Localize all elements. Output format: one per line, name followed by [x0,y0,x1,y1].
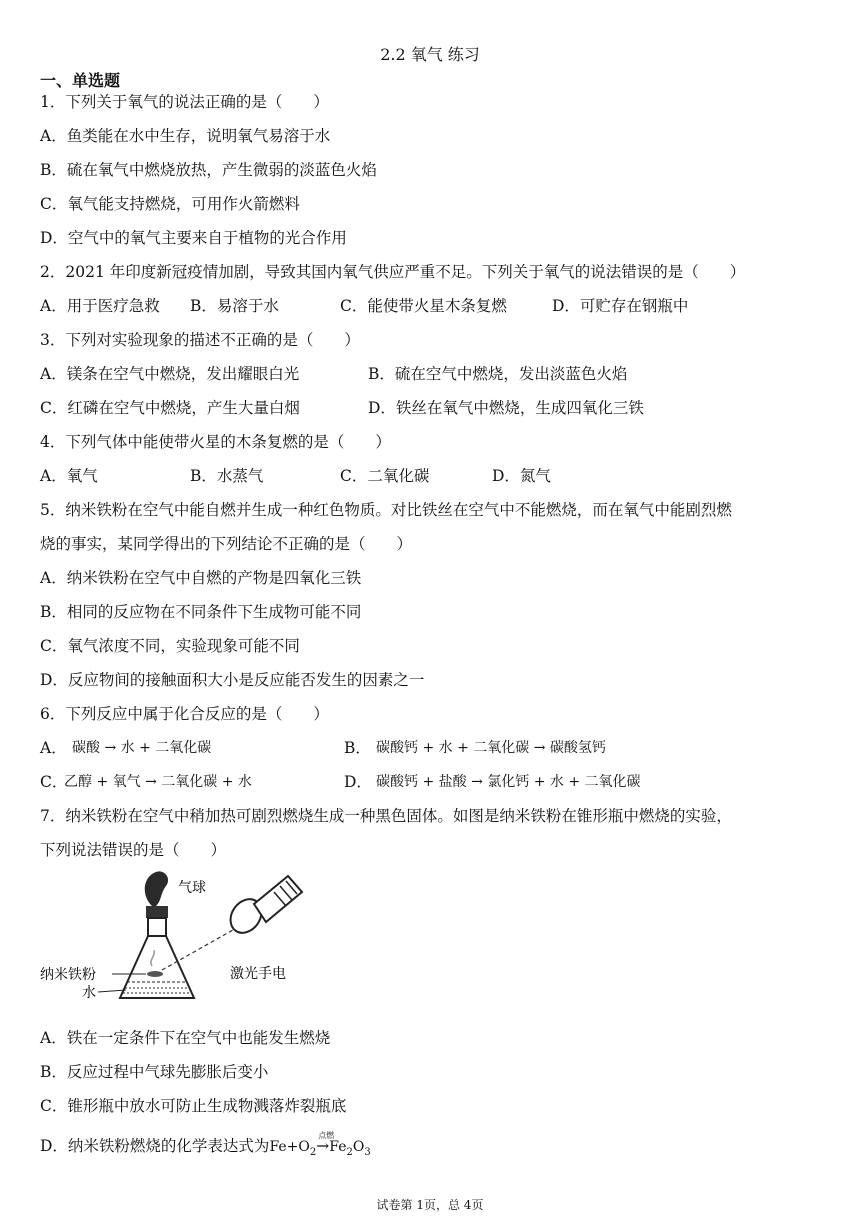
question-6-option-a-label: A． [40,739,67,757]
experiment-figure [40,866,340,1016]
page-footer: 试卷第 1页，总 4页 [376,1198,484,1212]
question-1-option-c: C．氧气能支持燃烧，可用作火箭燃料 [40,195,300,213]
question-6-stem: 6．下列反应中属于化合反应的是（ ） [40,705,329,723]
question-7-option-d-product: Fe [329,1139,347,1155]
question-3-option-a: A．镁条在空气中燃烧，发出耀眼白光 [40,365,300,383]
flask-experiment-diagram [40,866,340,1016]
question-1-option-a: A．鱼类能在水中生存，说明氧气易溶于水 [40,127,331,145]
question-2-option-d: D．可贮存在钢瓶中 [552,297,689,315]
question-7-option-d-reactant-sub: 2 [309,1147,317,1159]
question-4-stem: 4．下列气体中能使带火星的木条复燃的是（ ） [40,433,391,451]
question-5-option-b: B．相同的反应物在不同条件下生成物可能不同 [40,603,362,621]
question-3-stem: 3．下列对实验现象的描述不正确的是（ ） [40,331,360,349]
question-6-option-c-label: C． [40,773,68,791]
question-4-option-b: B．水蒸气 [190,467,264,485]
balloon-icon [145,871,168,906]
page-title: 2.2 氧气 练习 [380,45,480,64]
question-7-option-d-product-sub2: 3 [364,1147,371,1159]
laser-beam [162,926,240,970]
question-7-option-d-condition: 点燃 [318,1131,335,1140]
question-7-option-c: C．锥形瓶中放水可防止生成物溅落炸裂瓶底 [40,1097,347,1115]
question-7-stem-line1: 7．纳米铁粉在空气中稍加热可剧烈燃烧生成一种黑色固体。如图是纳米铁粉在锥形瓶中燃烧的实验， [40,807,732,825]
question-6-option-d-expr: 碳酸钙 + 盐酸 → 氯化钙 + 水 + 二氧化碳 [376,774,641,790]
flask-stopper [146,906,168,918]
question-4-option-d: D．氮气 [492,467,551,485]
balloon-label: 气球 [178,880,206,896]
question-2-stem: 2．2021 年印度新冠疫情加剧，导致其国内氧气供应严重不足。下列关于氧气的说法错误的是（ ） [40,263,746,281]
question-1-option-d: D．空气中的氧气主要来自于植物的光合作用 [40,229,347,247]
laser-flashlight-icon [224,876,302,939]
question-7-option-d [40,1131,371,1163]
flask-neck [148,918,166,936]
question-5-stem-line1: 5．纳米铁粉在空气中能自燃并生成一种红色物质。对比铁丝在空气中不能燃烧，而在氧气中能剧烈燃 [40,501,732,519]
smoke-trail [151,950,154,966]
question-7-option-d-product-o: O [352,1139,365,1155]
question-6-option-d-label: D． [344,773,372,791]
question-6-option-c-expr: 乙醇 + 氧气 → 二氧化碳 + 水 [64,774,252,790]
question-7-option-d-arrow: 点燃 → [316,1136,329,1156]
question-2-option-a: A．用于医疗急救 [40,297,160,315]
water-label: 水 [82,985,96,1001]
question-5-option-c: C．氧气浓度不同，实验现象可能不同 [40,637,300,655]
question-6-option-a-expr: 碳酸 → 水 + 二氧化碳 [72,740,212,756]
question-7-option-d-product-sub1: 2 [346,1147,353,1159]
question-7-option-d-reactant: Fe+O [269,1139,310,1155]
question-5-option-d: D．反应物间的接触面积大小是反应能否发生的因素之一 [40,671,425,689]
question-6-option-b-label: B． [344,739,371,757]
conical-flask [120,936,194,998]
question-1-option-b: B．硫在氧气中燃烧放热，产生微弱的淡蓝色火焰 [40,161,377,179]
iron-powder-label: 纳米铁粉 [40,967,96,983]
flashlight-label: 激光手电 [230,966,286,982]
question-3-option-d: D．铁丝在氧气中燃烧，生成四氧化三铁 [368,399,644,417]
question-2-option-b: B．易溶于水 [190,297,279,315]
question-5-option-a: A．纳米铁粉在空气中自燃的产物是四氧化三铁 [40,569,362,587]
question-5-stem-line2: 烧的事实，某同学得出的下列结论不正确的是（ ） [40,535,413,553]
question-2-option-c: C．能使带火星木条复燃 [340,297,507,315]
question-1-stem: 1．下列关于氧气的说法正确的是（ ） [40,93,329,111]
question-7-option-a: A．铁在一定条件下在空气中也能发生燃烧 [40,1029,331,1047]
question-7-option-b: B．反应过程中气球先膨胀后变小 [40,1063,269,1081]
question-6-option-b-expr: 碳酸钙 + 水 + 二氧化碳 → 碳酸氢钙 [376,740,606,756]
section-title: 一、单选题 [40,71,121,90]
question-7-stem-line2: 下列说法错误的是（ ） [40,841,227,859]
question-3-option-b: B．硫在空气中燃烧，发出淡蓝色火焰 [368,365,628,383]
iron-powder-dish [147,971,163,977]
question-7-option-d-text: D．纳米铁粉燃烧的化学表达式为 [40,1137,270,1155]
question-4-option-c: C．二氧化碳 [340,467,430,485]
question-3-option-c: C．红磷在空气中燃烧，产生大量白烟 [40,399,300,417]
question-4-option-a: A．氧气 [40,467,98,485]
